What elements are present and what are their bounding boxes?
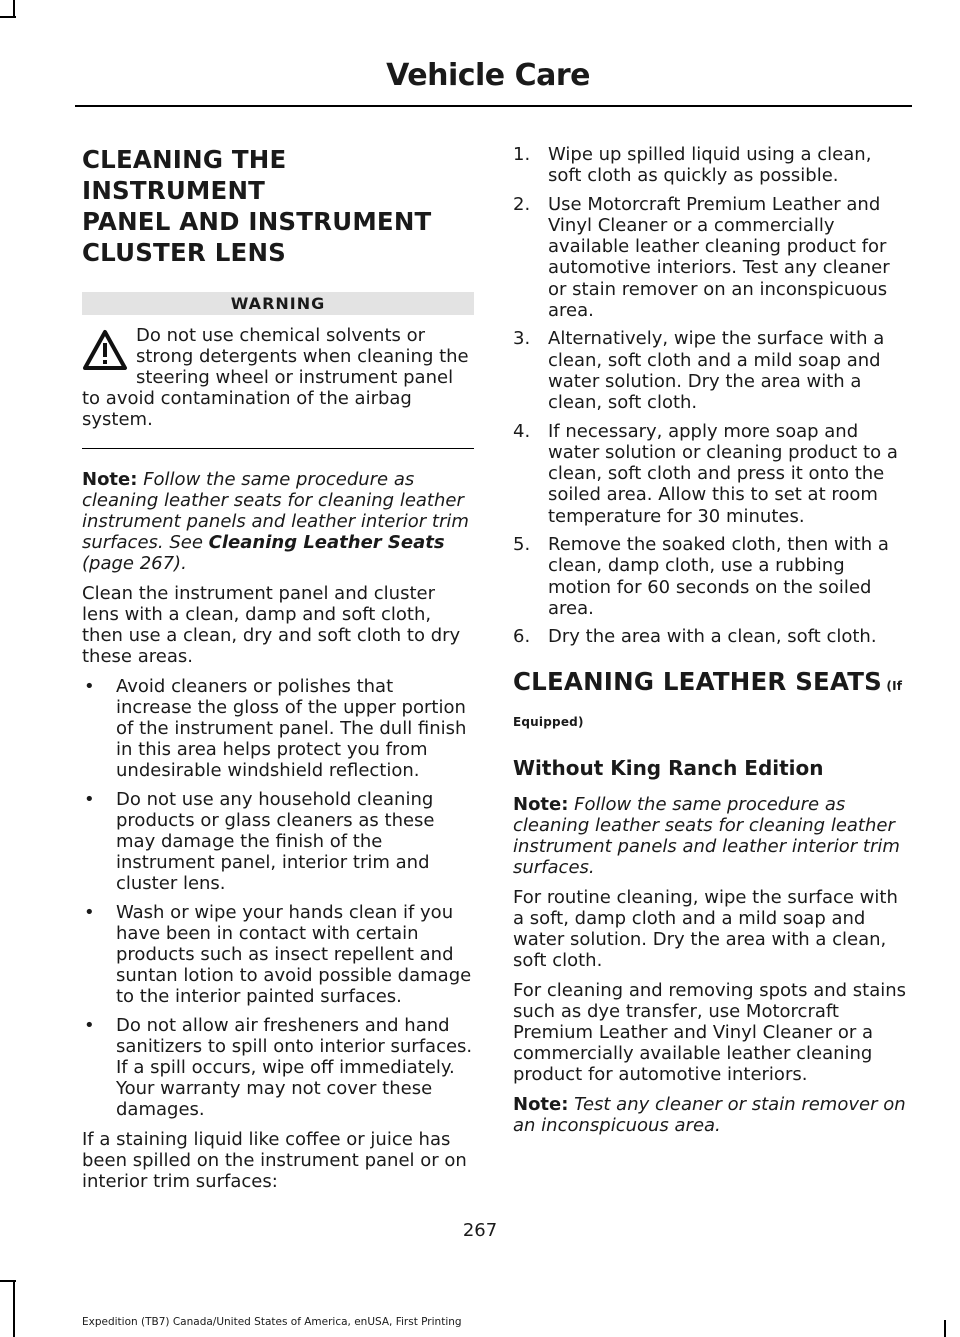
step-number: 4. — [513, 420, 531, 442]
step-text: If necessary, apply more soap and water solution or cleaning product to a clean, soft cloth and press it onto the soiled area. Allow this to set at room temperature for 30 minutes. — [548, 420, 898, 527]
crop-mark — [0, 16, 16, 18]
section-title — [82, 144, 474, 268]
title-line: PANEL AND INSTRUMENT — [82, 207, 432, 236]
title-line: CLEANING THE INSTRUMENT — [82, 145, 287, 205]
body-paragraph: For cleaning and removing spots and stains such as dye transfer, use Motorcraft Premium Leather and Vinyl Cleaner or a commercially available leather cleaning product for automotive interiors. — [513, 979, 907, 1085]
note-text: Test any cleaner or stain remover on an inconspicuous area. — [513, 1093, 906, 1136]
body-paragraph: For routine cleaning, wipe the surface with a soft, damp cloth and a mild soap and water solution. Dry the area with a clean, soft cloth. — [513, 886, 898, 971]
steps-list — [513, 144, 907, 648]
section-qualifier: (If — [882, 678, 903, 693]
step-number: 6. — [513, 626, 531, 648]
footer-text: Expedition (TB7) Canada/United States of America, enUSA, First Printing — [82, 1316, 462, 1328]
step-item — [513, 421, 907, 527]
bullet-icon: • — [84, 1015, 95, 1036]
step-item — [513, 534, 907, 619]
page-reference: (page 267). — [82, 553, 187, 574]
list-item-text: Do not use any household cleaning products or glass cleaners as these may damage the finish of the instrument panel, interior trim and cluster lens. — [116, 789, 435, 894]
header-rule — [75, 105, 912, 107]
note-label: Note: — [82, 469, 138, 490]
warning-triangle-icon — [82, 329, 128, 371]
list-item — [82, 902, 474, 1007]
note-text: Follow the same procedure as cleaning leather seats for cleaning leather instrument panels and leather interior trim surfaces. — [513, 793, 900, 878]
crop-mark — [13, 1280, 15, 1337]
bullet-list — [82, 676, 474, 1120]
cross-reference-link[interactable]: Cleaning Leather Seats — [208, 532, 445, 553]
title-line: CLUSTER LENS — [82, 238, 286, 267]
warning-rule — [82, 448, 474, 449]
warning-label: WARNING — [82, 292, 474, 315]
step-text: Remove the soaked cloth, then with a clean, damp cloth, use a rubbing motion for 60 seconds on the soiled area. — [548, 534, 889, 619]
step-item — [513, 144, 907, 187]
section-title — [513, 666, 907, 738]
outro-paragraph: If a staining liquid like coffee or juice has been spilled on the instrument panel or on interior trim surfaces: — [82, 1129, 467, 1192]
intro-paragraph: Clean the instrument panel and cluster lens with a clean, damp and soft cloth, then use a clean, dry and soft cloth to dry these areas. — [82, 583, 461, 667]
step-number: 1. — [513, 144, 531, 165]
section-title-text: CLEANING LEATHER SEATS — [513, 666, 883, 696]
step-number: 3. — [513, 328, 531, 350]
bullet-icon: • — [84, 902, 95, 923]
bullet-icon: • — [84, 789, 95, 810]
list-item-text: Do not allow air fresheners and hand sanitizers to spill onto interior surfaces. If a spill occurs, wipe off immediately. Your warranty may not cover these damages. — [116, 1015, 473, 1120]
list-item — [82, 1015, 474, 1120]
page-number: 267 — [462, 1220, 498, 1241]
warning-text: Do not use chemical solvents or strong detergents when cleaning the steering wheel or instrument panel to avoid contamination of the airbag system. — [82, 325, 469, 430]
step-text: Dry the area with a clean, soft cloth. — [548, 626, 877, 648]
step-text: Use Motorcraft Premium Leather and Vinyl Cleaner or a commercially available leather cleaning product for automotive interiors. Test any cleaner or stain remover on an inconspicuous area. — [548, 193, 890, 322]
running-header: Vehicle Care — [386, 58, 590, 93]
section-qualifier: Equipped) — [513, 714, 584, 729]
list-item-text: Wash or wipe your hands clean if you have been in contact with certain products such as insect repellent and suntan lotion to avoid possible damage to the interior painted surfaces. — [116, 902, 472, 1007]
note-paragraph — [513, 794, 907, 878]
list-item — [82, 789, 474, 894]
note-paragraph — [82, 469, 474, 574]
warning-box — [82, 325, 474, 430]
step-text: Alternatively, wipe the surface with a clean, soft cloth and a mild soap and water solution. Dry the area with a clean, soft cloth. — [548, 328, 885, 414]
note-label: Note: — [513, 1093, 569, 1115]
right-column — [513, 144, 907, 1145]
note-label: Note: — [513, 793, 569, 815]
step-item — [513, 328, 907, 413]
left-column — [82, 144, 474, 1201]
crop-mark — [13, 0, 15, 16]
bullet-icon: • — [84, 676, 95, 697]
step-item — [513, 194, 907, 322]
note-paragraph — [513, 1094, 907, 1136]
subheading: Without King Ranch Edition — [513, 755, 824, 780]
crop-mark — [0, 1280, 16, 1282]
step-text: Wipe up spilled liquid using a clean, soft cloth as quickly as possible. — [548, 144, 872, 187]
list-item — [82, 676, 474, 781]
crop-mark — [944, 1320, 946, 1337]
list-item-text: Avoid cleaners or polishes that increase the gloss of the upper portion of the instrument panel. The dull finish in this area helps protect you from undesirable windshield reflection. — [116, 676, 467, 781]
step-number: 2. — [513, 193, 531, 215]
note-text: Follow the same procedure as cleaning leather seats for cleaning leather instrument panels and leather interior trim surfaces. See — [82, 469, 469, 553]
step-item — [513, 626, 907, 647]
step-number: 5. — [513, 534, 531, 556]
